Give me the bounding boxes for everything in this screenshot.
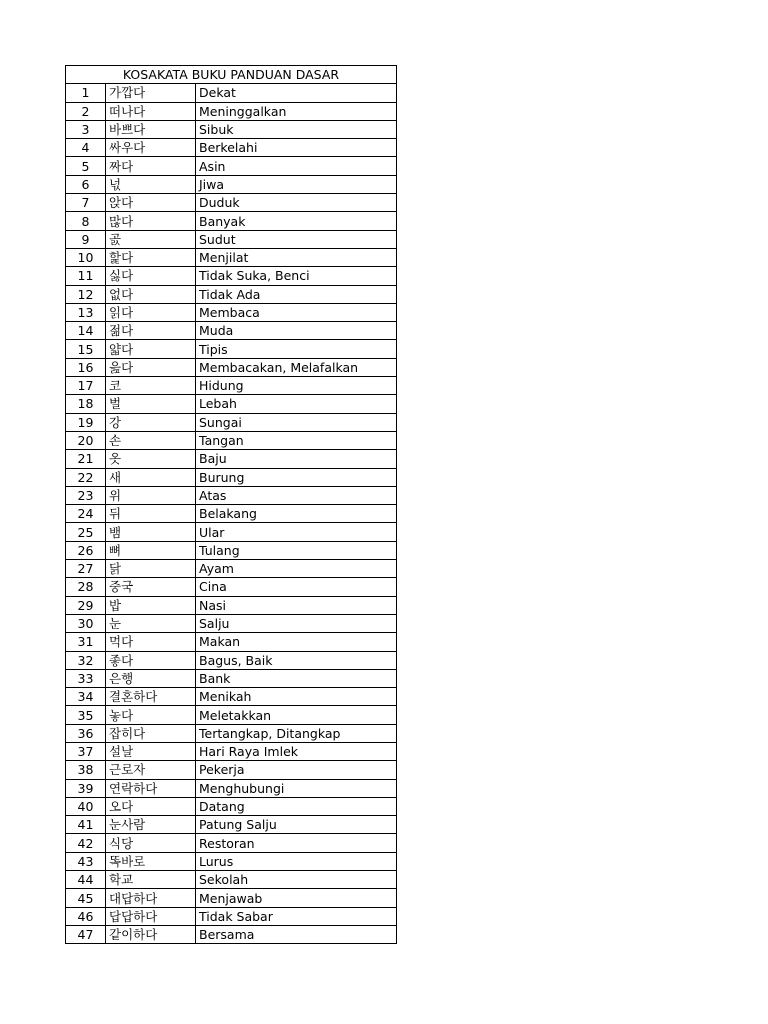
row-number: 6 bbox=[66, 175, 106, 193]
table-row bbox=[66, 486, 397, 504]
row-number: 17 bbox=[66, 377, 106, 395]
row-number: 35 bbox=[66, 706, 106, 724]
table-row bbox=[66, 761, 397, 779]
table-row bbox=[66, 358, 397, 376]
korean-word: 앉다 bbox=[106, 194, 196, 212]
row-number: 24 bbox=[66, 505, 106, 523]
indonesian-meaning: Jiwa bbox=[196, 175, 397, 193]
row-number: 42 bbox=[66, 834, 106, 852]
row-number: 41 bbox=[66, 816, 106, 834]
indonesian-meaning: Bersama bbox=[196, 925, 397, 943]
indonesian-meaning: Lurus bbox=[196, 852, 397, 870]
table-row bbox=[66, 450, 397, 468]
indonesian-meaning: Berkelahi bbox=[196, 139, 397, 157]
row-number: 33 bbox=[66, 669, 106, 687]
indonesian-meaning: Meninggalkan bbox=[196, 102, 397, 120]
table-row bbox=[66, 614, 397, 632]
table-title-row bbox=[66, 66, 397, 84]
korean-word: 옷 bbox=[106, 450, 196, 468]
row-number: 15 bbox=[66, 340, 106, 358]
table-title: KOSAKATA BUKU PANDUAN DASAR bbox=[66, 66, 397, 84]
row-number: 1 bbox=[66, 84, 106, 102]
row-number: 23 bbox=[66, 486, 106, 504]
row-number: 31 bbox=[66, 633, 106, 651]
row-number: 11 bbox=[66, 267, 106, 285]
row-number: 45 bbox=[66, 889, 106, 907]
table-row bbox=[66, 742, 397, 760]
indonesian-meaning: Restoran bbox=[196, 834, 397, 852]
table-row bbox=[66, 157, 397, 175]
indonesian-meaning: Duduk bbox=[196, 194, 397, 212]
row-number: 5 bbox=[66, 157, 106, 175]
indonesian-meaning: Nasi bbox=[196, 596, 397, 614]
korean-word: 대답하다 bbox=[106, 889, 196, 907]
korean-word: 뒤 bbox=[106, 505, 196, 523]
table-row bbox=[66, 139, 397, 157]
row-number: 9 bbox=[66, 230, 106, 248]
indonesian-meaning: Hari Raya Imlek bbox=[196, 742, 397, 760]
indonesian-meaning: Tertangkap, Ditangkap bbox=[196, 724, 397, 742]
table-row bbox=[66, 706, 397, 724]
korean-word: 싸우다 bbox=[106, 139, 196, 157]
korean-word: 읊다 bbox=[106, 358, 196, 376]
row-number: 25 bbox=[66, 523, 106, 541]
row-number: 22 bbox=[66, 468, 106, 486]
korean-word: 놓다 bbox=[106, 706, 196, 724]
indonesian-meaning: Datang bbox=[196, 797, 397, 815]
table-row bbox=[66, 212, 397, 230]
korean-word: 떠나다 bbox=[106, 102, 196, 120]
korean-word: 바쁘다 bbox=[106, 120, 196, 138]
row-number: 46 bbox=[66, 907, 106, 925]
korean-word: 오다 bbox=[106, 797, 196, 815]
indonesian-meaning: Sungai bbox=[196, 413, 397, 431]
indonesian-meaning: Menjilat bbox=[196, 248, 397, 266]
table-row bbox=[66, 578, 397, 596]
korean-word: 벌 bbox=[106, 395, 196, 413]
indonesian-meaning: Patung Salju bbox=[196, 816, 397, 834]
table-row bbox=[66, 175, 397, 193]
row-number: 14 bbox=[66, 322, 106, 340]
korean-word: 젊다 bbox=[106, 322, 196, 340]
korean-word: 똑바로 bbox=[106, 852, 196, 870]
table-row bbox=[66, 285, 397, 303]
korean-word: 손 bbox=[106, 431, 196, 449]
vocabulary-table bbox=[65, 65, 397, 944]
indonesian-meaning: Menghubungi bbox=[196, 779, 397, 797]
table-row bbox=[66, 651, 397, 669]
indonesian-meaning: Dekat bbox=[196, 84, 397, 102]
korean-word: 새 bbox=[106, 468, 196, 486]
indonesian-meaning: Menikah bbox=[196, 688, 397, 706]
table-row bbox=[66, 688, 397, 706]
table-row bbox=[66, 834, 397, 852]
indonesian-meaning: Sudut bbox=[196, 230, 397, 248]
row-number: 38 bbox=[66, 761, 106, 779]
row-number: 40 bbox=[66, 797, 106, 815]
row-number: 43 bbox=[66, 852, 106, 870]
row-number: 26 bbox=[66, 541, 106, 559]
row-number: 44 bbox=[66, 871, 106, 889]
indonesian-meaning: Burung bbox=[196, 468, 397, 486]
korean-word: 싫다 bbox=[106, 267, 196, 285]
korean-word: 코 bbox=[106, 377, 196, 395]
row-number: 8 bbox=[66, 212, 106, 230]
row-number: 27 bbox=[66, 560, 106, 578]
row-number: 10 bbox=[66, 248, 106, 266]
indonesian-meaning: Meletakkan bbox=[196, 706, 397, 724]
indonesian-meaning: Cina bbox=[196, 578, 397, 596]
table-row bbox=[66, 267, 397, 285]
indonesian-meaning: Bagus, Baik bbox=[196, 651, 397, 669]
indonesian-meaning: Makan bbox=[196, 633, 397, 651]
korean-word: 설날 bbox=[106, 742, 196, 760]
korean-word: 핥다 bbox=[106, 248, 196, 266]
korean-word: 읽다 bbox=[106, 303, 196, 321]
korean-word: 결혼하다 bbox=[106, 688, 196, 706]
indonesian-meaning: Tipis bbox=[196, 340, 397, 358]
row-number: 37 bbox=[66, 742, 106, 760]
korean-word: 짜다 bbox=[106, 157, 196, 175]
indonesian-meaning: Bank bbox=[196, 669, 397, 687]
table-row bbox=[66, 907, 397, 925]
korean-word: 가깝다 bbox=[106, 84, 196, 102]
vocabulary-sheet bbox=[65, 65, 396, 944]
table-row bbox=[66, 102, 397, 120]
indonesian-meaning: Pekerja bbox=[196, 761, 397, 779]
indonesian-meaning: Baju bbox=[196, 450, 397, 468]
table-row bbox=[66, 340, 397, 358]
indonesian-meaning: Atas bbox=[196, 486, 397, 504]
indonesian-meaning: Hidung bbox=[196, 377, 397, 395]
row-number: 36 bbox=[66, 724, 106, 742]
korean-word: 없다 bbox=[106, 285, 196, 303]
table-row bbox=[66, 468, 397, 486]
row-number: 28 bbox=[66, 578, 106, 596]
indonesian-meaning: Muda bbox=[196, 322, 397, 340]
indonesian-meaning: Sibuk bbox=[196, 120, 397, 138]
korean-word: 뼈 bbox=[106, 541, 196, 559]
indonesian-meaning: Menjawab bbox=[196, 889, 397, 907]
korean-word: 눈 bbox=[106, 614, 196, 632]
indonesian-meaning: Tidak Suka, Benci bbox=[196, 267, 397, 285]
korean-word: 닭 bbox=[106, 560, 196, 578]
korean-word: 먹다 bbox=[106, 633, 196, 651]
row-number: 32 bbox=[66, 651, 106, 669]
indonesian-meaning: Sekolah bbox=[196, 871, 397, 889]
row-number: 30 bbox=[66, 614, 106, 632]
korean-word: 뱀 bbox=[106, 523, 196, 541]
table-row bbox=[66, 669, 397, 687]
korean-word: 연락하다 bbox=[106, 779, 196, 797]
table-row bbox=[66, 303, 397, 321]
korean-word: 얇다 bbox=[106, 340, 196, 358]
korean-word: 넋 bbox=[106, 175, 196, 193]
korean-word: 곬 bbox=[106, 230, 196, 248]
row-number: 34 bbox=[66, 688, 106, 706]
table-row bbox=[66, 322, 397, 340]
row-number: 13 bbox=[66, 303, 106, 321]
table-row bbox=[66, 230, 397, 248]
row-number: 3 bbox=[66, 120, 106, 138]
table-row bbox=[66, 852, 397, 870]
table-row bbox=[66, 377, 397, 395]
korean-word: 학교 bbox=[106, 871, 196, 889]
indonesian-meaning: Tidak Sabar bbox=[196, 907, 397, 925]
row-number: 39 bbox=[66, 779, 106, 797]
korean-word: 좋다 bbox=[106, 651, 196, 669]
indonesian-meaning: Salju bbox=[196, 614, 397, 632]
indonesian-meaning: Tangan bbox=[196, 431, 397, 449]
indonesian-meaning: Ular bbox=[196, 523, 397, 541]
korean-word: 눈사람 bbox=[106, 816, 196, 834]
row-number: 20 bbox=[66, 431, 106, 449]
korean-word: 강 bbox=[106, 413, 196, 431]
table-row bbox=[66, 633, 397, 651]
row-number: 19 bbox=[66, 413, 106, 431]
table-row bbox=[66, 816, 397, 834]
table-row bbox=[66, 925, 397, 943]
row-number: 16 bbox=[66, 358, 106, 376]
row-number: 7 bbox=[66, 194, 106, 212]
row-number: 2 bbox=[66, 102, 106, 120]
table-row bbox=[66, 523, 397, 541]
korean-word: 위 bbox=[106, 486, 196, 504]
table-row bbox=[66, 431, 397, 449]
korean-word: 식당 bbox=[106, 834, 196, 852]
table-row bbox=[66, 596, 397, 614]
korean-word: 잡히다 bbox=[106, 724, 196, 742]
table-row bbox=[66, 194, 397, 212]
korean-word: 중국 bbox=[106, 578, 196, 596]
indonesian-meaning: Membacakan, Melafalkan bbox=[196, 358, 397, 376]
korean-word: 많다 bbox=[106, 212, 196, 230]
indonesian-meaning: Tidak Ada bbox=[196, 285, 397, 303]
table-row bbox=[66, 505, 397, 523]
table-row bbox=[66, 871, 397, 889]
table-row bbox=[66, 84, 397, 102]
row-number: 29 bbox=[66, 596, 106, 614]
korean-word: 답답하다 bbox=[106, 907, 196, 925]
row-number: 12 bbox=[66, 285, 106, 303]
korean-word: 같이하다 bbox=[106, 925, 196, 943]
table-row bbox=[66, 395, 397, 413]
row-number: 21 bbox=[66, 450, 106, 468]
table-row bbox=[66, 779, 397, 797]
row-number: 4 bbox=[66, 139, 106, 157]
indonesian-meaning: Banyak bbox=[196, 212, 397, 230]
indonesian-meaning: Belakang bbox=[196, 505, 397, 523]
indonesian-meaning: Tulang bbox=[196, 541, 397, 559]
korean-word: 은행 bbox=[106, 669, 196, 687]
korean-word: 근로자 bbox=[106, 761, 196, 779]
indonesian-meaning: Lebah bbox=[196, 395, 397, 413]
table-row bbox=[66, 889, 397, 907]
korean-word: 밥 bbox=[106, 596, 196, 614]
table-row bbox=[66, 560, 397, 578]
row-number: 47 bbox=[66, 925, 106, 943]
indonesian-meaning: Ayam bbox=[196, 560, 397, 578]
table-row bbox=[66, 797, 397, 815]
table-row bbox=[66, 120, 397, 138]
indonesian-meaning: Membaca bbox=[196, 303, 397, 321]
row-number: 18 bbox=[66, 395, 106, 413]
table-row bbox=[66, 724, 397, 742]
table-row bbox=[66, 413, 397, 431]
table-row bbox=[66, 541, 397, 559]
table-row bbox=[66, 248, 397, 266]
vocabulary-rows bbox=[66, 84, 397, 944]
indonesian-meaning: Asin bbox=[196, 157, 397, 175]
